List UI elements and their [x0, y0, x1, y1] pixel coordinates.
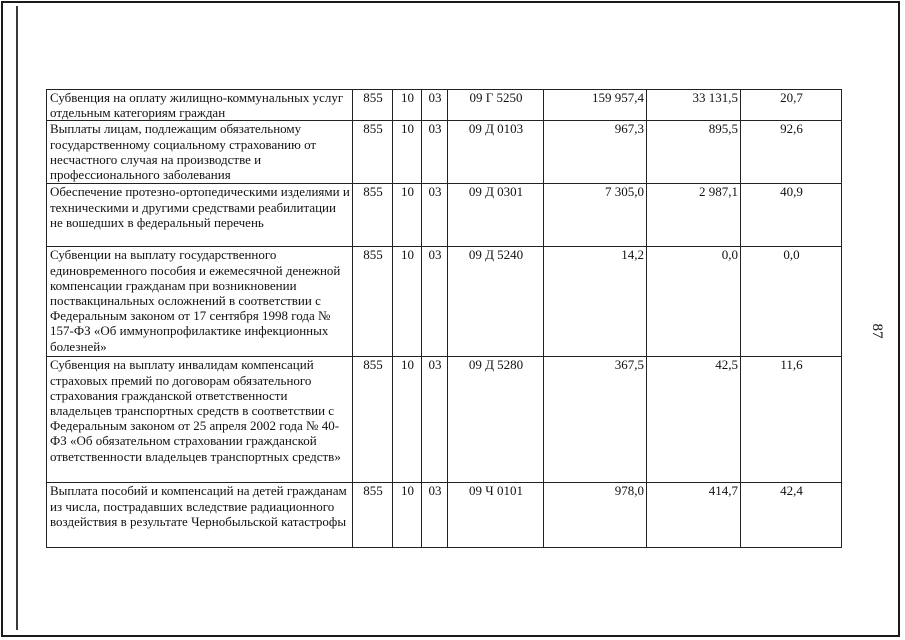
plan-amount: 367,5: [544, 357, 647, 483]
subsection-code: 03: [422, 90, 448, 121]
article-code: 09 Ч 0101: [448, 483, 544, 548]
item-name: Субвенции на выплату государственного единовременного пособия и ежемесячной денежной компенсации гражданам при возникновении поствакцинальных осложнений в соответствии с Федеральным законом от 17 сентября 1998 года № 157-ФЗ «Об иммунопрофилактике инфекционных болезней»: [47, 247, 353, 357]
subsection-code: 03: [422, 483, 448, 548]
subsection-code: 03: [422, 247, 448, 357]
item-name: Выплата пособий и компенсаций на детей гражданам из числа, пострадавших вследствие радиационного воздействия в результате Чернобыльской катастрофы: [47, 483, 353, 548]
section-code: 10: [393, 184, 422, 247]
subsection-code: 03: [422, 184, 448, 247]
fact-amount: 2 987,1: [647, 184, 741, 247]
execution-percent: 40,9: [741, 184, 842, 247]
admin-code: 855: [353, 357, 393, 483]
budget-table: [46, 89, 842, 548]
execution-percent: 0,0: [741, 247, 842, 357]
section-code: 10: [393, 247, 422, 357]
plan-amount: 159 957,4: [544, 90, 647, 121]
plan-amount: 7 305,0: [544, 184, 647, 247]
item-name: Обеспечение протезно-ортопедическими изделиями и техническими и другими средствами реабилитации не вошедших в федеральный перечень: [47, 184, 353, 247]
plan-amount: 967,3: [544, 121, 647, 184]
fact-amount: 0,0: [647, 247, 741, 357]
table-row: [47, 90, 842, 121]
table-row: [47, 357, 842, 483]
table-row: [47, 184, 842, 247]
plan-amount: 978,0: [544, 483, 647, 548]
subsection-code: 03: [422, 357, 448, 483]
table-row: [47, 483, 842, 548]
article-code: 09 Г 5250: [448, 90, 544, 121]
admin-code: 855: [353, 483, 393, 548]
subsection-code: 03: [422, 121, 448, 184]
execution-percent: 42,4: [741, 483, 842, 548]
table-row: [47, 121, 842, 184]
section-code: 10: [393, 483, 422, 548]
fact-amount: 42,5: [647, 357, 741, 483]
item-name: Выплаты лицам, подлежащим обязательному государственному социальному страхованию от несчастного случая на производстве и профессионального заболевания: [47, 121, 353, 184]
fact-amount: 414,7: [647, 483, 741, 548]
admin-code: 855: [353, 247, 393, 357]
fact-amount: 33 131,5: [647, 90, 741, 121]
item-name: Субвенция на выплату инвалидам компенсаций страховых премий по договорам обязательного страхования гражданской ответственности владельцев транспортных средств в соответствии с Федеральным законом от 25 апреля 2002 года № 40-ФЗ «Об обязательном страховании гражданской ответственности владельцев транспортных средств»: [47, 357, 353, 483]
execution-percent: 92,6: [741, 121, 842, 184]
fact-amount: 895,5: [647, 121, 741, 184]
article-code: 09 Д 0301: [448, 184, 544, 247]
item-name: Субвенция на оплату жилищно-коммунальных услуг отдельным категориям граждан: [47, 90, 353, 121]
article-code: 09 Д 5240: [448, 247, 544, 357]
table-row: [47, 247, 842, 357]
execution-percent: 11,6: [741, 357, 842, 483]
admin-code: 855: [353, 184, 393, 247]
scan-edge-line: [16, 6, 18, 630]
section-code: 10: [393, 90, 422, 121]
admin-code: 855: [353, 90, 393, 121]
article-code: 09 Д 5280: [448, 357, 544, 483]
plan-amount: 14,2: [544, 247, 647, 357]
article-code: 09 Д 0103: [448, 121, 544, 184]
section-code: 10: [393, 121, 422, 184]
section-code: 10: [393, 357, 422, 483]
execution-percent: 20,7: [741, 90, 842, 121]
page-number: 87: [869, 323, 885, 339]
admin-code: 855: [353, 121, 393, 184]
